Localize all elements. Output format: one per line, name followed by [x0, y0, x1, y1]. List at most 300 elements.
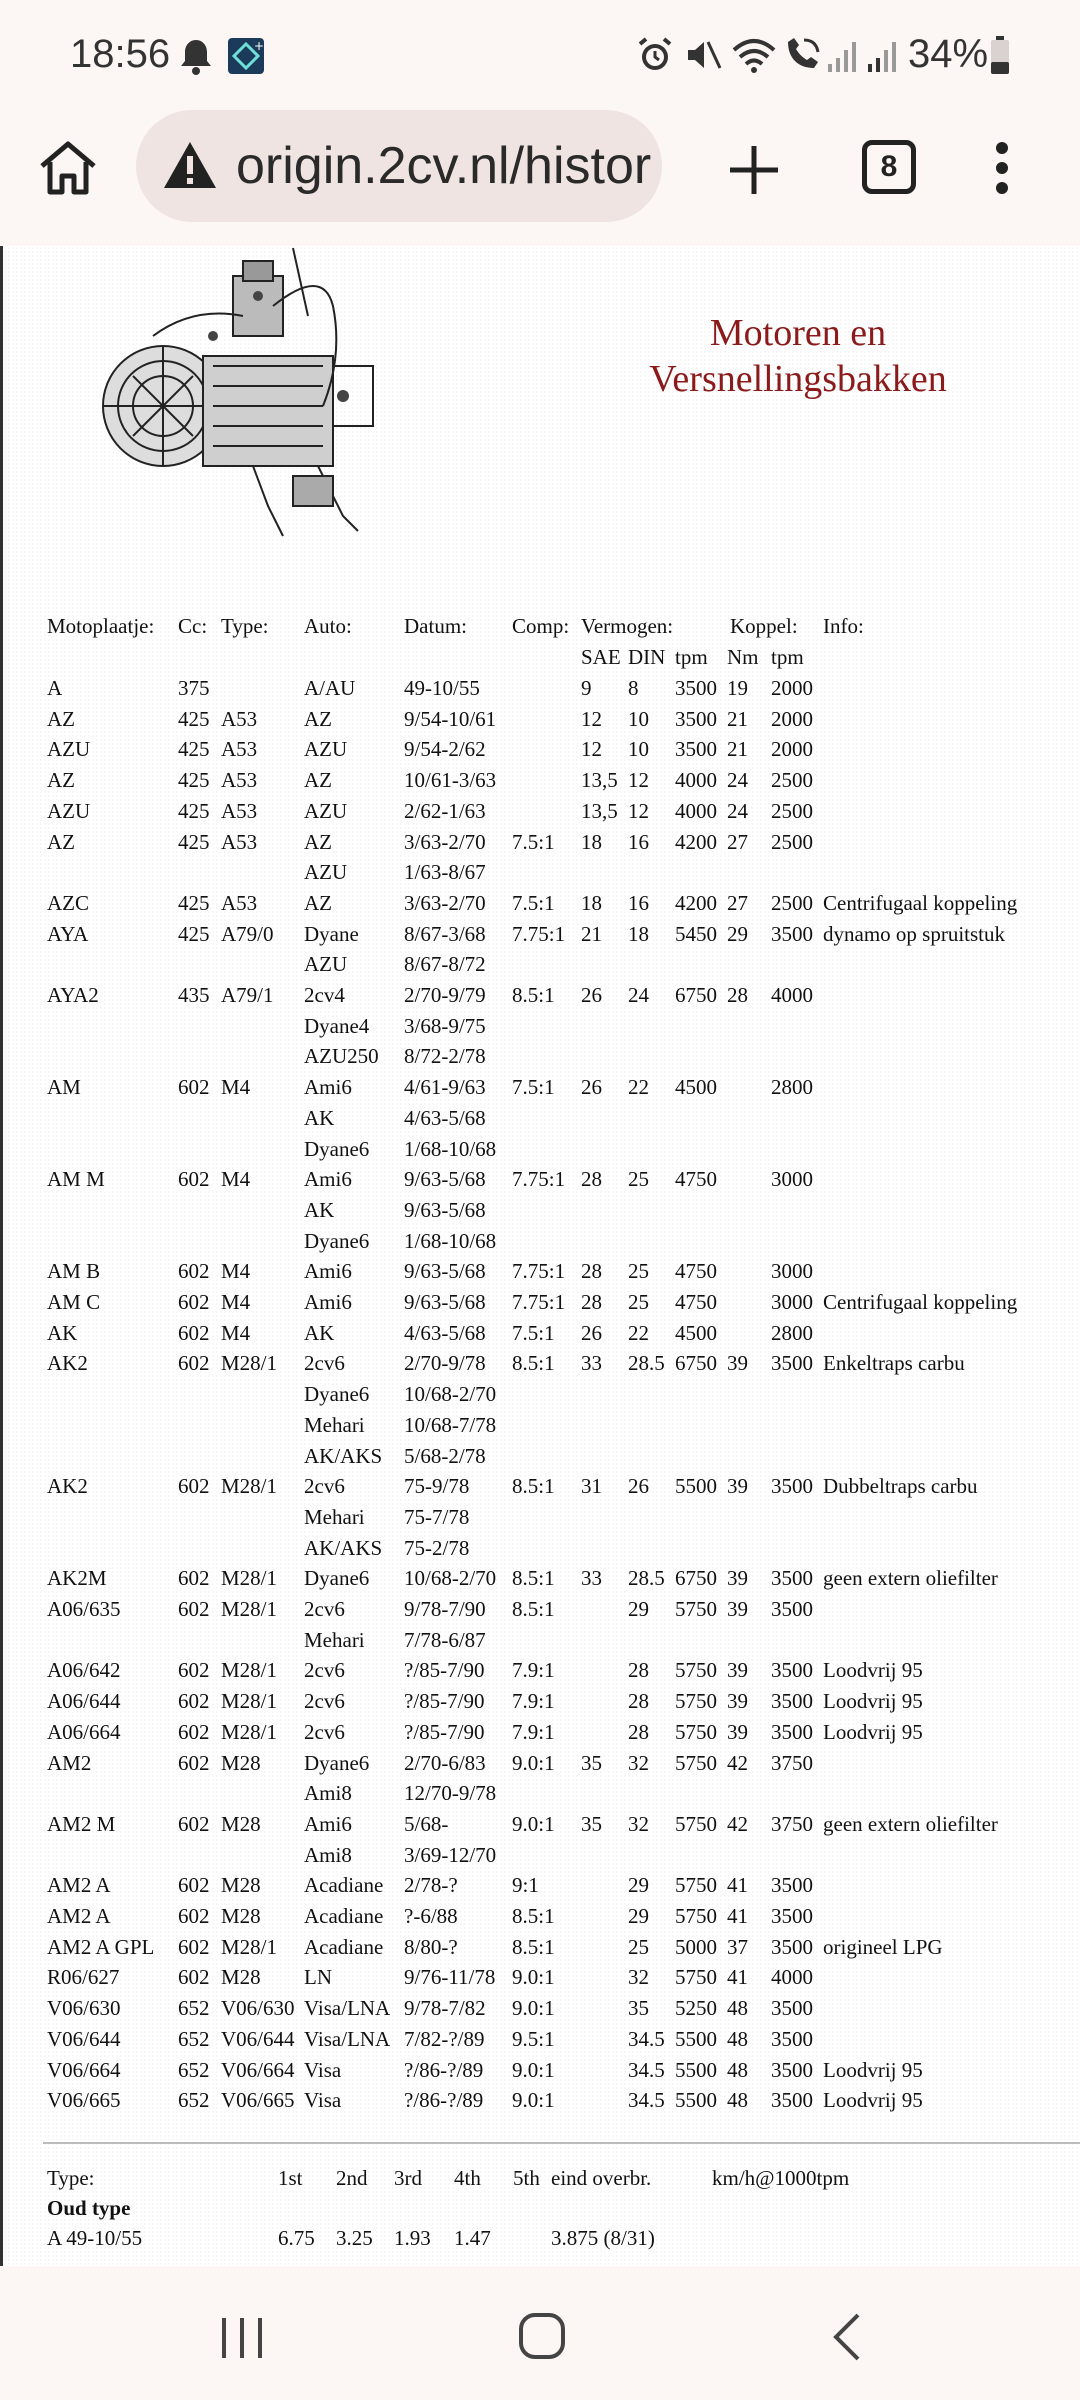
- cell-koppel-tpm: 3500: [771, 1873, 813, 1898]
- cell-type: V06/630: [221, 1996, 295, 2021]
- cell-cc: 602: [178, 1259, 210, 1284]
- cell-auto: 2cv6: [304, 1658, 345, 1683]
- browser-toolbar: [0, 110, 1080, 244]
- cell-tpm: 5250: [675, 1996, 717, 2021]
- cell-nm: 39: [727, 1689, 748, 1714]
- table-row: [3, 1720, 1080, 1750]
- cell-auto: Dyane6: [304, 1750, 370, 1775]
- cell-cc: 425: [178, 706, 210, 731]
- cell-tpm: 4000: [675, 798, 717, 823]
- cell-comp: 7.5:1: [512, 890, 555, 915]
- cell-motoplaatje: A06/644: [47, 1689, 121, 1714]
- cell-info: dynamo op spruitstuk: [823, 921, 1005, 946]
- cell-comp: 7.5:1: [512, 1075, 555, 1100]
- more-menu-icon[interactable]: [994, 140, 1010, 201]
- cell-koppel-tpm: 3500: [771, 1996, 813, 2021]
- cell-cc: 652: [178, 2057, 210, 2082]
- cell-comp: 7.75:1: [512, 1290, 566, 1314]
- warning-icon[interactable]: [162, 140, 218, 195]
- cell-nm: 28: [727, 983, 748, 1007]
- cell-tpm: 4500: [675, 1075, 717, 1100]
- cell-motoplaatje: AM2: [47, 1750, 92, 1775]
- cell-tpm: 4000: [675, 768, 717, 793]
- cell-auto: Visa/LNA: [304, 1996, 391, 2021]
- cell-nm: 37: [727, 1934, 748, 1959]
- cell-comp: 7.9:1: [512, 1719, 555, 1744]
- app-notification-icon: [226, 36, 266, 81]
- cell-type: M28/1: [221, 1351, 278, 1376]
- page-title-line2: Versnellingsbakken: [649, 358, 947, 400]
- cell-cc: 602: [178, 1658, 210, 1683]
- cell-sae: 28: [581, 1290, 602, 1314]
- cell-type: M28/1: [221, 1474, 278, 1499]
- cell-type: M28/1: [221, 1566, 278, 1591]
- cell-koppel-tpm: 3500: [771, 1719, 813, 1744]
- cell-auto: AZ: [304, 768, 332, 793]
- table-row: [3, 1965, 1080, 1995]
- cell-info: geen extern oliefilter: [823, 1811, 998, 1836]
- table-row: [3, 1014, 1080, 1044]
- cell-datum: 1/68-10/68: [404, 1136, 497, 1161]
- mute-icon: [684, 36, 722, 79]
- cell-sae: 33: [581, 1566, 602, 1591]
- cell-comp: 8.5:1: [512, 1597, 555, 1621]
- cell-cc: 425: [178, 737, 210, 762]
- cell-auto: AZU: [304, 952, 348, 977]
- cell-auto: AK: [304, 1197, 335, 1222]
- cell-auto: Visa/LNA: [304, 2026, 391, 2051]
- cell-nm: 48: [727, 2088, 748, 2113]
- cell-koppel-tpm: 3500: [771, 2026, 813, 2051]
- cell-din: 34.5: [628, 2057, 665, 2082]
- cell-din: 22: [628, 1075, 649, 1100]
- cell-din: 24: [628, 983, 649, 1007]
- header-vermogen: Vermogen:: [581, 614, 674, 638]
- table-row: [3, 983, 1080, 1013]
- cell-comp: 7.75:1: [512, 921, 566, 946]
- cell-nm: 24: [727, 768, 748, 793]
- cell-nm: 27: [727, 890, 748, 915]
- cell-koppel-tpm: 2800: [771, 1320, 813, 1345]
- cell-datum: 8/80-?: [404, 1934, 458, 1959]
- header-motoplaatje: Motoplaatje:: [47, 614, 155, 638]
- cell-din: 34.5: [628, 2026, 665, 2051]
- table-row: [3, 1351, 1080, 1381]
- cell-koppel-tpm: 3500: [771, 2057, 813, 2082]
- cell-comp: 9.0:1: [512, 1750, 555, 1775]
- cell-cc: 602: [178, 1719, 210, 1744]
- cell-sae: 33: [581, 1351, 602, 1376]
- cell-type: M28: [221, 1750, 261, 1775]
- cell-nm: 41: [727, 1904, 748, 1928]
- cell-type: M28: [221, 1965, 261, 1990]
- cell-koppel-tpm: 2000: [771, 737, 813, 762]
- cell-koppel-tpm: 3500: [771, 2088, 813, 2113]
- cell-motoplaatje: AYA2: [47, 983, 99, 1007]
- subheader-sae: SAE: [581, 645, 621, 669]
- table-row: [3, 2088, 1080, 2118]
- cell-din: 29: [628, 1873, 649, 1898]
- cell-sae: 12: [581, 706, 602, 731]
- cell-cc: 602: [178, 1873, 210, 1898]
- cell-koppel-tpm: 3500: [771, 1658, 813, 1683]
- recent-apps-icon[interactable]: [220, 2316, 264, 2365]
- table-row: [3, 768, 1080, 798]
- cell-cc: 425: [178, 890, 210, 915]
- cell-auto: A/AU: [304, 676, 356, 700]
- gearbox-cell-1st: 6.75: [278, 2226, 315, 2250]
- cell-tpm: 5500: [675, 1474, 717, 1499]
- cell-motoplaatje: AZU: [47, 798, 91, 823]
- cell-type: A53: [221, 890, 258, 915]
- subheader-din: DIN: [628, 645, 666, 669]
- cell-info: Loodvrij 95: [823, 2057, 923, 2082]
- table-row: [3, 799, 1080, 829]
- cell-cc: 435: [178, 983, 210, 1007]
- address-bar[interactable]: [136, 110, 662, 222]
- table-row: [3, 707, 1080, 737]
- cell-cc: 602: [178, 1904, 210, 1928]
- new-tab-icon[interactable]: [726, 142, 782, 203]
- table-row: [3, 1075, 1080, 1105]
- cell-type: M28: [221, 1873, 261, 1898]
- cell-datum: 75-9/78: [404, 1474, 470, 1499]
- cell-datum: 10/68-7/78: [404, 1412, 497, 1437]
- cell-cc: 602: [178, 1689, 210, 1714]
- cell-motoplaatje: A06/635: [47, 1597, 121, 1621]
- cell-auto: LN: [304, 1965, 332, 1990]
- svg-text:+: +: [254, 39, 265, 53]
- cell-datum: 75-7/78: [404, 1504, 470, 1529]
- cell-tpm: 5750: [675, 1873, 717, 1898]
- cell-tpm: 5500: [675, 2057, 717, 2082]
- cell-datum: 4/63-5/68: [404, 1320, 486, 1345]
- cell-auto: Ami8: [304, 1781, 352, 1806]
- cell-sae: 26: [581, 983, 602, 1007]
- cell-koppel-tpm: 4000: [771, 1965, 813, 1990]
- cell-motoplaatje: AZ: [47, 706, 75, 731]
- table-row: [3, 1658, 1080, 1688]
- cell-din: 16: [628, 829, 649, 854]
- cell-din: 25: [628, 1167, 649, 1192]
- cell-din: 32: [628, 1965, 649, 1990]
- cell-motoplaatje: A06/642: [47, 1658, 121, 1683]
- cell-sae: 35: [581, 1750, 602, 1775]
- table-row: [3, 1628, 1080, 1658]
- cell-comp: 7.9:1: [512, 1689, 555, 1714]
- cell-tpm: 4500: [675, 1320, 717, 1345]
- cell-nm: 42: [727, 1811, 748, 1836]
- cell-datum: 5/68-2/78: [404, 1443, 486, 1468]
- cell-koppel-tpm: 2500: [771, 798, 813, 823]
- cell-motoplaatje: AM2 A GPL: [47, 1934, 155, 1959]
- url-text[interactable]: origin.2cv.nl/histor: [236, 137, 652, 195]
- cell-auto: 2cv6: [304, 1474, 345, 1499]
- cell-cc: 602: [178, 1351, 210, 1376]
- header-info: Info:: [823, 614, 864, 638]
- cell-din: 25: [628, 1934, 649, 1959]
- cell-auto: Dyane6: [304, 1136, 370, 1161]
- cell-koppel-tpm: 3750: [771, 1811, 813, 1836]
- table-row: [3, 1474, 1080, 1504]
- gearbox-header-type: Type:: [47, 2166, 95, 2190]
- gearbox-row: [3, 2226, 1080, 2256]
- cell-sae: 28: [581, 1259, 602, 1284]
- cell-motoplaatje: AM2 A: [47, 1904, 111, 1928]
- cell-motoplaatje: AK2M: [47, 1566, 107, 1591]
- cell-type: V06/665: [221, 2088, 295, 2113]
- cell-auto: Acadiane: [304, 1904, 384, 1928]
- cell-sae: 12: [581, 737, 602, 762]
- header-cc: Cc:: [178, 614, 208, 638]
- home-icon[interactable]: [36, 138, 100, 203]
- cell-datum: 7/82-?/89: [404, 2026, 485, 2051]
- cell-info: origineel LPG: [823, 1934, 943, 1959]
- cell-auto: Ami6: [304, 1259, 352, 1284]
- cell-type: M4: [221, 1290, 251, 1314]
- cell-motoplaatje: AZU: [47, 737, 91, 762]
- wifi-calling-icon: [782, 36, 822, 79]
- cell-sae: 9: [581, 676, 592, 700]
- signal-icon-2: [866, 36, 900, 79]
- cell-comp: 8.5:1: [512, 1934, 555, 1959]
- cell-cc: 602: [178, 1566, 210, 1591]
- status-bar: [0, 0, 1080, 110]
- cell-cc: 602: [178, 1934, 210, 1959]
- cell-sae: 13,5: [581, 798, 618, 823]
- table-row: [3, 922, 1080, 952]
- cell-cc: 425: [178, 921, 210, 946]
- cell-motoplaatje: A: [47, 676, 63, 700]
- table-row: [3, 1751, 1080, 1781]
- cell-cc: 652: [178, 2026, 210, 2051]
- cell-koppel-tpm: 2000: [771, 706, 813, 731]
- cell-koppel-tpm: 2500: [771, 890, 813, 915]
- subheader-nm: Nm: [727, 645, 759, 669]
- tab-switcher-button[interactable]: 8: [862, 140, 916, 194]
- page-title-line1: Motoren en: [709, 312, 887, 354]
- cell-comp: 8.5:1: [512, 983, 555, 1007]
- cell-type: A53: [221, 829, 258, 854]
- cell-motoplaatje: V06/665: [47, 2088, 121, 2113]
- cell-type: A79/0: [221, 921, 274, 946]
- cell-datum: 9/76-11/78: [404, 1965, 496, 1990]
- cell-cc: 425: [178, 829, 210, 854]
- cell-type: M4: [221, 1320, 251, 1345]
- cell-cc: 602: [178, 1474, 210, 1499]
- cell-tpm: 5750: [675, 1811, 717, 1836]
- table-row: [3, 1167, 1080, 1197]
- cell-auto: AZ: [304, 829, 332, 854]
- cell-koppel-tpm: 2500: [771, 768, 813, 793]
- cell-cc: 652: [178, 1996, 210, 2021]
- header-datum: Datum:: [404, 614, 467, 638]
- cell-auto: AK/AKS: [304, 1443, 383, 1468]
- cell-auto: Ami6: [304, 1811, 352, 1836]
- cell-auto: AZU: [304, 737, 348, 762]
- cell-auto: Dyane6: [304, 1382, 370, 1407]
- cell-auto: Mehari: [304, 1627, 365, 1652]
- home-nav-icon[interactable]: [518, 2312, 566, 2365]
- cell-motoplaatje: V06/664: [47, 2057, 121, 2082]
- cell-datum: ?/86-?/89: [404, 2057, 484, 2082]
- cell-comp: 8.5:1: [512, 1904, 555, 1928]
- cell-sae: 35: [581, 1811, 602, 1836]
- cell-datum: 2/70-6/83: [404, 1750, 486, 1775]
- cell-din: 29: [628, 1597, 649, 1621]
- cell-din: 32: [628, 1750, 649, 1775]
- cell-tpm: 4200: [675, 829, 717, 854]
- cell-info: Enkeltraps carbu: [823, 1351, 965, 1376]
- header-koppel: Koppel:: [730, 614, 798, 638]
- cell-datum: 8/67-8/72: [404, 952, 486, 977]
- table-row: [3, 1873, 1080, 1903]
- cell-koppel-tpm: 2000: [771, 676, 813, 700]
- cell-type: M4: [221, 1167, 251, 1192]
- cell-type: A53: [221, 706, 258, 731]
- cell-tpm: 3500: [675, 737, 717, 762]
- cell-datum: 9/63-5/68: [404, 1259, 486, 1284]
- cell-datum: 9/54-2/62: [404, 737, 486, 762]
- cell-motoplaatje: AZ: [47, 768, 75, 793]
- cell-nm: 39: [727, 1351, 748, 1376]
- cell-nm: 39: [727, 1566, 748, 1591]
- gearbox-group-label: Oud type: [47, 2196, 131, 2220]
- cell-din: 12: [628, 768, 649, 793]
- cell-cc: 602: [178, 1075, 210, 1100]
- cell-datum: ?/85-7/90: [404, 1658, 485, 1683]
- subheader-koppel-tpm: tpm: [771, 645, 804, 669]
- table-row: [3, 891, 1080, 921]
- back-icon[interactable]: [830, 2312, 862, 2367]
- cell-din: 10: [628, 706, 649, 731]
- table-row: [3, 1413, 1080, 1443]
- cell-type: V06/644: [221, 2026, 295, 2051]
- cell-auto: AK: [304, 1320, 335, 1345]
- cell-nm: 48: [727, 2026, 748, 2051]
- cell-type: A53: [221, 737, 258, 762]
- table-row: [3, 830, 1080, 860]
- cell-type: A53: [221, 768, 258, 793]
- cell-nm: 39: [727, 1719, 748, 1744]
- cell-tpm: 6750: [675, 983, 717, 1007]
- cell-koppel-tpm: 2800: [771, 1075, 813, 1100]
- cell-koppel-tpm: 2500: [771, 829, 813, 854]
- cell-auto: Visa: [304, 2057, 342, 2082]
- cell-tpm: 4750: [675, 1167, 717, 1192]
- cell-comp: 9.0:1: [512, 1965, 555, 1990]
- cell-nm: 29: [727, 921, 748, 946]
- cell-datum: ?/85-7/90: [404, 1719, 485, 1744]
- cell-cc: 602: [178, 1167, 210, 1192]
- cell-auto: AZU250: [304, 1044, 379, 1069]
- gearbox-header-2nd: 2nd: [336, 2166, 368, 2190]
- cell-motoplaatje: AM: [47, 1075, 81, 1100]
- cell-comp: 7.75:1: [512, 1167, 566, 1192]
- cell-auto: AK: [304, 1105, 335, 1130]
- cell-cc: 652: [178, 2088, 210, 2113]
- cell-datum: 1/68-10/68: [404, 1228, 497, 1253]
- cell-nm: 41: [727, 1873, 748, 1898]
- cell-comp: 7.9:1: [512, 1658, 555, 1683]
- cell-auto: Dyane: [304, 921, 359, 946]
- cell-motoplaatje: AM2 A: [47, 1873, 111, 1898]
- table-row: [3, 1229, 1080, 1259]
- cell-auto: Dyane6: [304, 1566, 370, 1591]
- cell-auto: Ami6: [304, 1167, 352, 1192]
- clock: 18:56: [70, 32, 171, 76]
- cell-nm: 39: [727, 1474, 748, 1499]
- cell-datum: 10/68-2/70: [404, 1382, 497, 1407]
- cell-datum: ?-6/88: [404, 1904, 458, 1928]
- table-row: [3, 1198, 1080, 1228]
- cell-tpm: 4750: [675, 1259, 717, 1284]
- cell-datum: 3/68-9/75: [404, 1013, 486, 1038]
- cell-info: Centrifugaal koppeling: [823, 890, 1018, 915]
- gearbox-cell-3rd: 1.93: [394, 2226, 431, 2250]
- cell-koppel-tpm: 4000: [771, 983, 813, 1007]
- gearbox-header-5th: 5th: [513, 2166, 540, 2190]
- cell-nm: 19: [727, 676, 748, 700]
- cell-din: 28.5: [628, 1566, 665, 1591]
- cell-din: 28: [628, 1658, 649, 1683]
- cell-din: 12: [628, 798, 649, 823]
- cell-motoplaatje: AK2: [47, 1351, 88, 1376]
- cell-tpm: 5500: [675, 2088, 717, 2113]
- cell-sae: 21: [581, 921, 602, 946]
- gearbox-cell-type: A 49-10/55: [47, 2226, 143, 2250]
- gearbox-header-4th: 4th: [454, 2166, 481, 2190]
- cell-type: M28/1: [221, 1658, 278, 1683]
- cell-datum: 8/72-2/78: [404, 1044, 486, 1069]
- header-comp: Comp:: [512, 614, 570, 638]
- cell-cc: 602: [178, 1290, 210, 1314]
- signal-icon-1: [826, 36, 860, 79]
- table-row: [3, 1689, 1080, 1719]
- divider: [43, 2142, 1080, 2144]
- cell-auto: Ami6: [304, 1075, 352, 1100]
- cell-info: Loodvrij 95: [823, 1658, 923, 1683]
- gearbox-header-3rd: 3rd: [394, 2166, 422, 2190]
- cell-motoplaatje: AK2: [47, 1474, 88, 1499]
- cell-type: M28: [221, 1904, 261, 1928]
- cell-tpm: 5000: [675, 1934, 717, 1959]
- table-row: [3, 952, 1080, 982]
- cell-datum: ?/86-?/89: [404, 2088, 484, 2113]
- cell-koppel-tpm: 3500: [771, 1351, 813, 1376]
- cell-motoplaatje: AZ: [47, 829, 75, 854]
- cell-cc: 375: [178, 676, 210, 700]
- cell-koppel-tpm: 3500: [771, 1474, 813, 1499]
- cell-sae: 26: [581, 1075, 602, 1100]
- cell-motoplaatje: AYA: [47, 921, 89, 946]
- table-row: [3, 1843, 1080, 1873]
- cell-motoplaatje: A06/664: [47, 1719, 121, 1744]
- cell-auto: Dyane6: [304, 1228, 370, 1253]
- table-row: [3, 1505, 1080, 1535]
- cell-cc: 602: [178, 1965, 210, 1990]
- table-row: [3, 2058, 1080, 2088]
- cell-din: 32: [628, 1811, 649, 1836]
- cell-auto: Ami6: [304, 1290, 352, 1314]
- cell-datum: 1/63-8/67: [404, 860, 486, 885]
- table-row: [3, 1996, 1080, 2026]
- cell-sae: 28: [581, 1167, 602, 1192]
- cell-datum: 3/69-12/70: [404, 1842, 497, 1867]
- cell-tpm: 6750: [675, 1351, 717, 1376]
- cell-nm: 24: [727, 798, 748, 823]
- cell-motoplaatje: AM M: [47, 1167, 105, 1192]
